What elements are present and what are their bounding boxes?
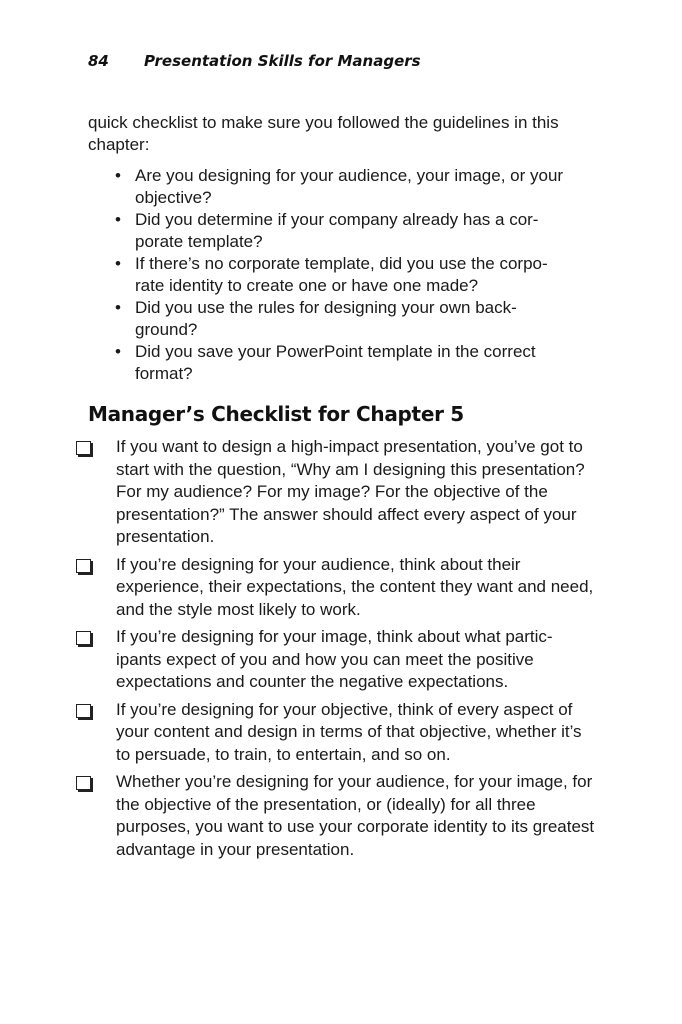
bullet-text: Did you determine if your company already has a cor- porate template? <box>135 210 539 251</box>
bullet-text: If there’s no corporate template, did you use the corpo- rate identity to create one or have one made? <box>135 254 548 295</box>
bullet-point-icon: • <box>115 342 121 361</box>
checklist-text: Whether you’re designing for your audience, for your image, for the objective of the presentation, or (ideally) for all three purposes, you want to use your corporate identity to its greatest advantage in your presentation. <box>116 772 595 859</box>
checklist-item <box>76 699 596 767</box>
checklist-text: If you want to design a high-impact presentation, you’ve got to start with the question, “Why am I designing this presentation? For my audience? For my image? For the objective of the presentation?” The answer should affect every aspect of your presentation. <box>116 437 585 546</box>
checklist-item <box>76 626 596 694</box>
checklist-text: If you’re designing for your image, think about what partic- ipants expect of you and how you can meet the positive expectations and counter the negative expectations. <box>116 627 553 691</box>
section-heading: Manager’s Checklist for Chapter 5 <box>88 402 464 426</box>
checkbox-icon <box>76 631 91 645</box>
bullet-point-icon: • <box>115 210 121 229</box>
bullet-item <box>115 209 580 253</box>
running-header <box>88 52 598 78</box>
bullet-item <box>115 253 580 297</box>
bullet-item <box>115 341 580 385</box>
checkbox-icon <box>76 704 91 718</box>
page-number: 84 <box>88 52 109 70</box>
bullet-point-icon: • <box>115 166 121 185</box>
bullet-text: Did you use the rules for designing your own back- ground? <box>135 298 517 339</box>
bullet-text: Did you save your PowerPoint template in the correct format? <box>135 342 536 383</box>
checklist-item <box>76 771 596 861</box>
checkbox-icon <box>76 776 91 790</box>
checklist-text: If you’re designing for your objective, think of every aspect of your content and design in terms of that objective, whether it’s to persuade, to train, to entertain, and so on. <box>116 699 582 764</box>
checklist-text: If you’re designing for your audience, think about their experience, their expectations, the content they want and need, and the style most likely to work. <box>116 554 594 619</box>
manager-checklist <box>76 436 598 861</box>
bullet-point-icon: • <box>115 254 121 273</box>
book-title: Presentation Skills for Managers <box>144 52 421 70</box>
checkbox-icon <box>76 559 91 573</box>
bullet-point-icon: • <box>115 298 121 317</box>
bullet-item <box>115 297 580 341</box>
book-page <box>88 52 598 866</box>
review-bullet-list <box>88 165 598 385</box>
bullet-item <box>115 165 580 209</box>
checklist-item <box>76 554 596 622</box>
checklist-item <box>76 436 596 549</box>
checkbox-icon <box>76 441 91 455</box>
bullet-text: Are you designing for your audience, your image, or your objective? <box>135 166 564 207</box>
intro-paragraph: quick checklist to make sure you followed the guidelines in this chapter: <box>88 113 559 154</box>
